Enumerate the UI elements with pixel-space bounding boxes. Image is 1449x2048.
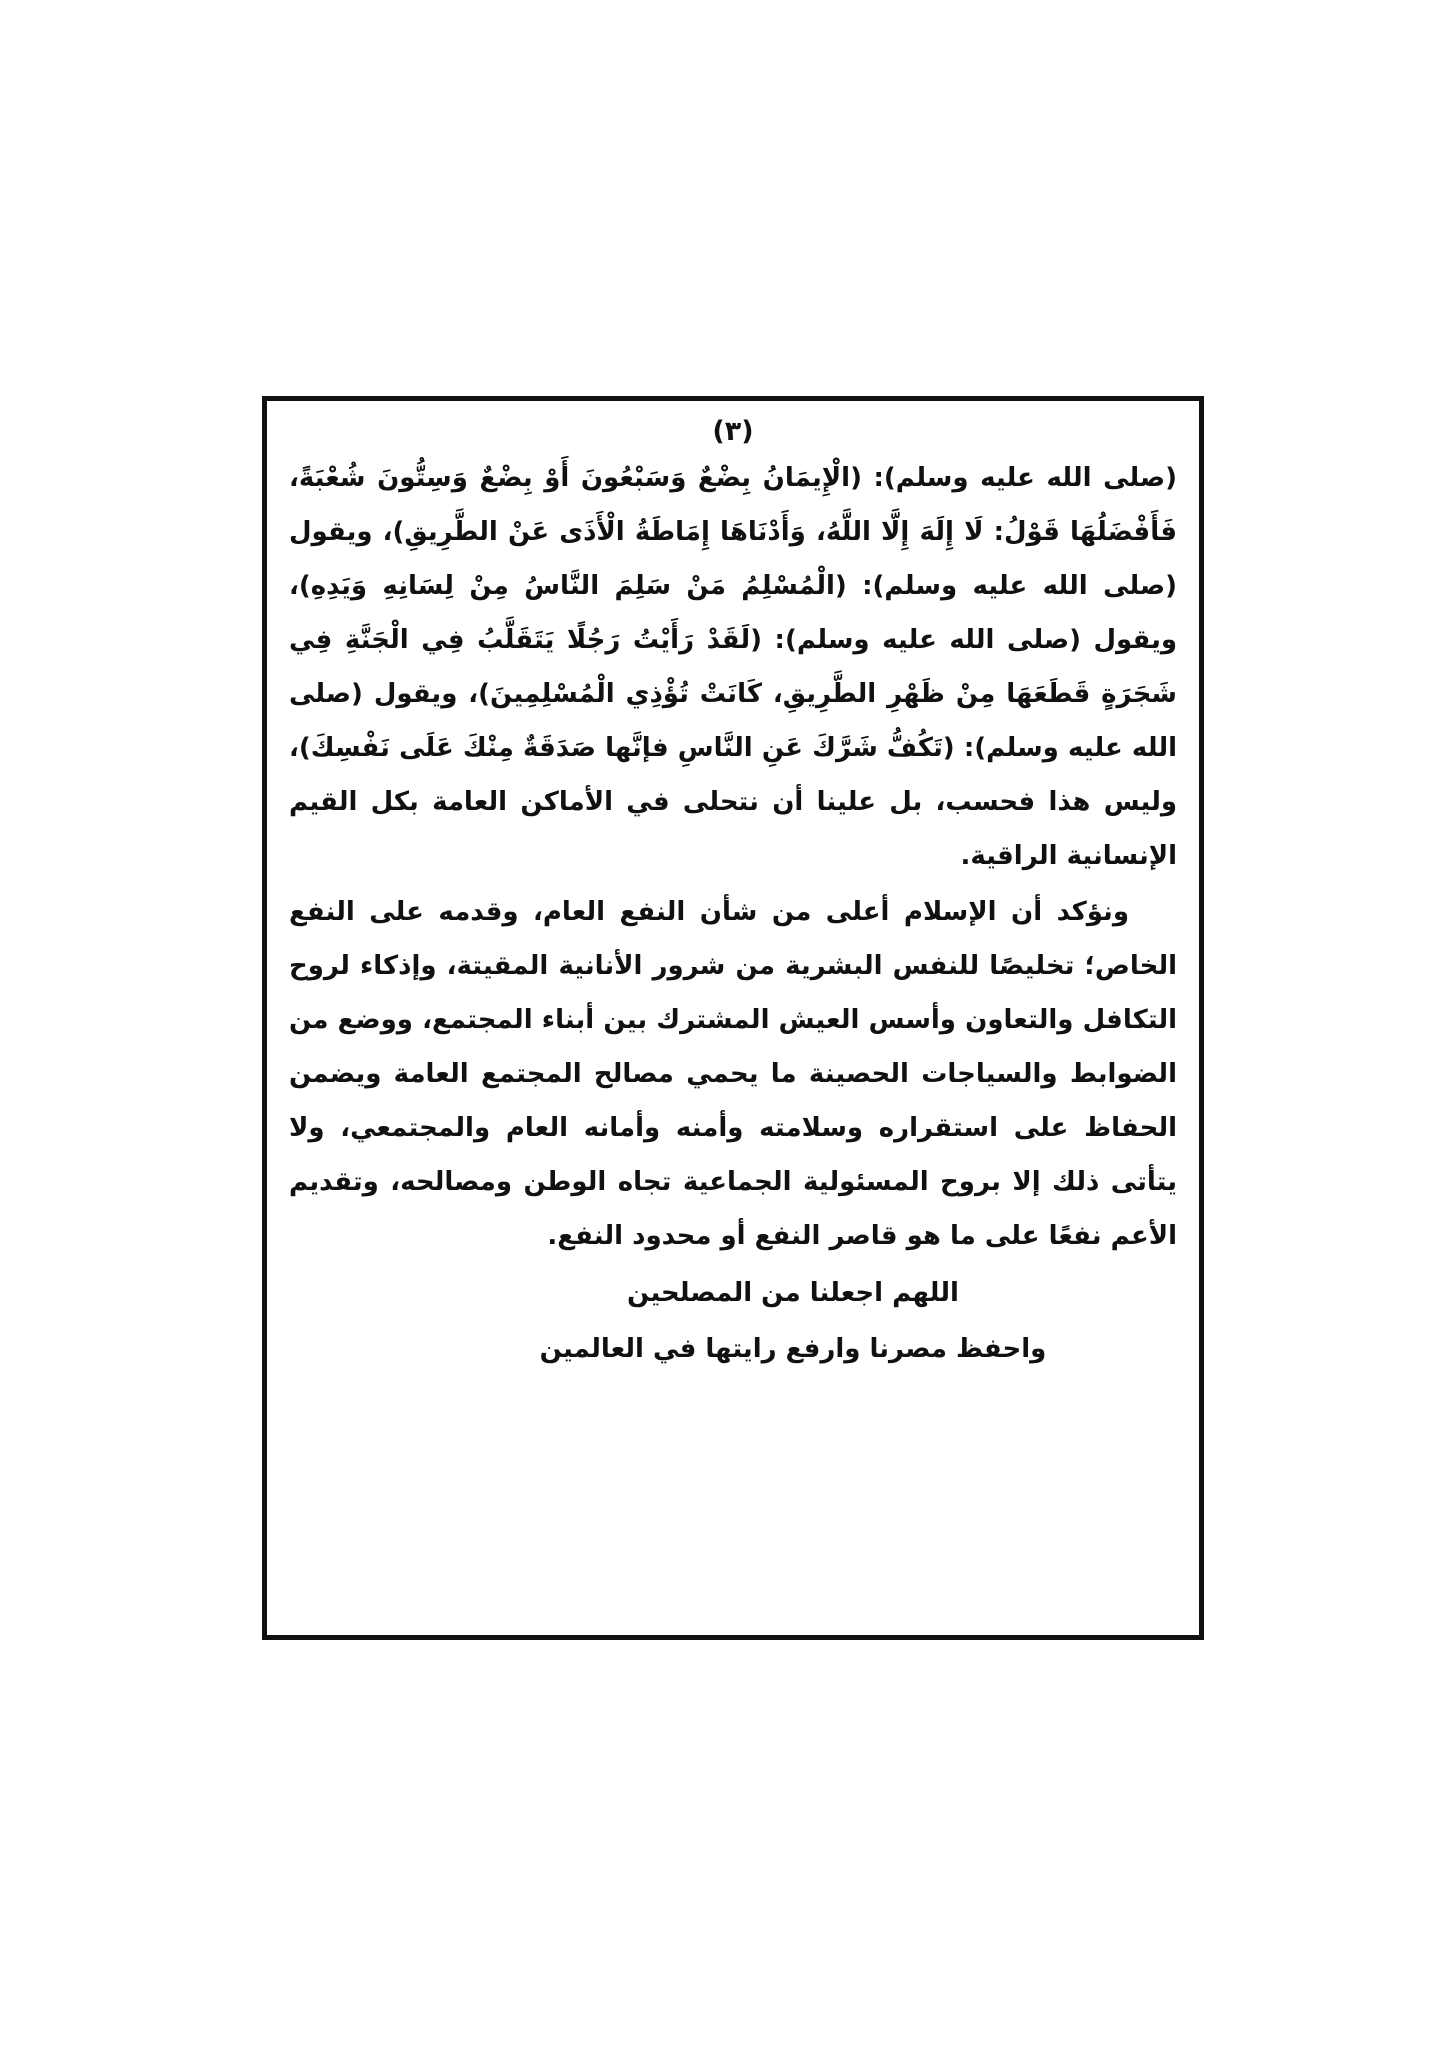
paragraph-public-benefit: ونؤكد أن الإسلام أعلى من شأن النفع العام، وقدمه على النفع الخاص؛ تخليصًا للنفس البشرية من شرور الأنانية المقيتة، وإذكاء لروح التكافل والتعاون وأسس العيش المشترك بين أبناء المجتمع، ووضع من الضوابط والسياجات الحصينة ما يحمي مصالح المجتمع العامة ويضمن الحفاظ على استقراره وسلامته وأمنه وأمانه العام والمجتمعي، ولا يتأتى ذلك إلا بروح المسئولية الجماعية تجاه الوطن ومصالحه، وتقديم الأعم نفعًا على ما هو قاصر النفع أو محدود النفع. bbox=[289, 897, 1177, 1251]
closing-prayer-line-two: واحفظ مصرنا وارفع رايتها في العالمين bbox=[539, 1334, 1047, 1364]
page-frame bbox=[262, 396, 1204, 1640]
closing-prayer-line-one: اللهم اجعلنا من المصلحين bbox=[627, 1278, 959, 1308]
page-content bbox=[289, 415, 1177, 1375]
paragraph-hadiths: (صلى الله عليه وسلم): (الْإِيمَانُ بِضْعٌ وَسَبْعُونَ أَوْ بِضْعٌ وَسِتُّونَ شُعْبَةً، فَأَفْضَلُهَا قَوْلُ: لَا إِلَهَ إِلَّا اللَّهُ، وَأَدْنَاهَا إِمَاطَةُ الْأَذَى عَنْ الطَّرِيقِ)، ويقول (صلى الله عليه وسلم): (الْمُسْلِمُ مَنْ سَلِمَ النَّاسُ مِنْ لِسَانِهِ وَيَدِهِ)، ويقول (صلى الله عليه وسلم): (لَقَدْ رَأَيْتُ رَجُلًا يَتَقَلَّبُ فِي الْجَنَّةِ فِي شَجَرَةٍ قَطَعَهَا مِنْ ظَهْرِ الطَّرِيقِ، كَانَتْ تُؤْذِي الْمُسْلِمِينَ)، ويقول (صلى الله عليه وسلم): (تَكُفُّ شَرَّكَ عَنِ النَّاسِ فإنَّها صَدَقَةٌ مِنْكَ عَلَى نَفْسِكَ)، وليس هذا فحسب، بل علينا أن نتحلى في الأماكن العامة بكل القيم الإنسانية الراقية. bbox=[289, 463, 1177, 871]
page-number: (٣) bbox=[712, 416, 754, 447]
